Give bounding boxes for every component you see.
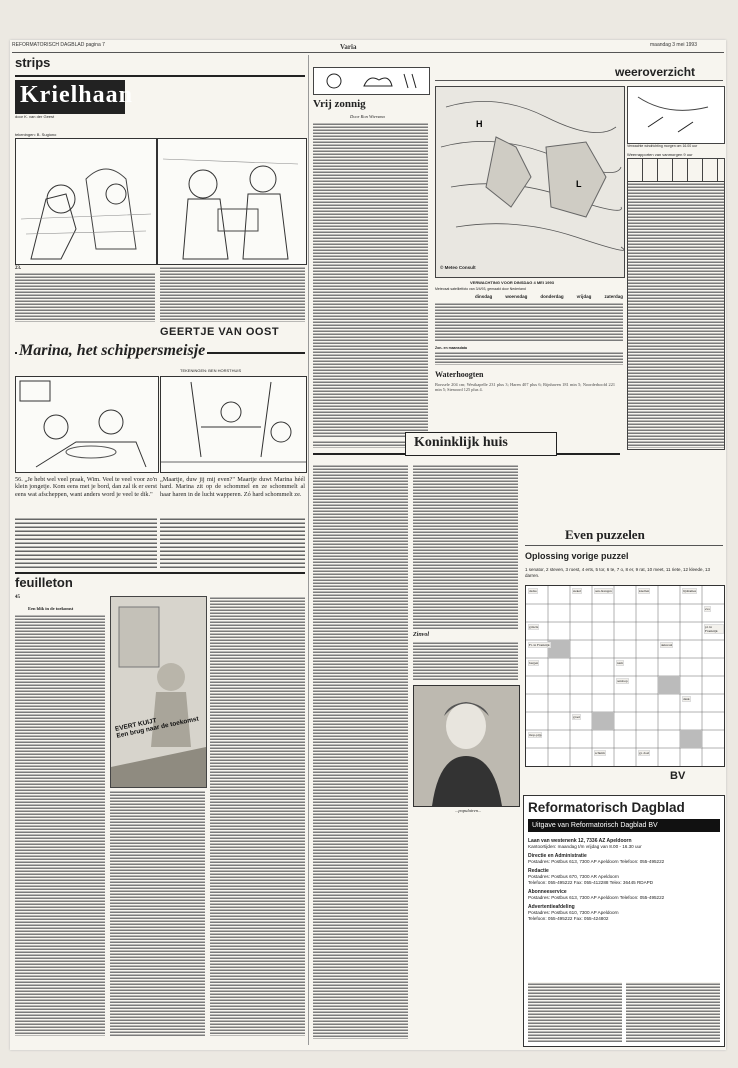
puzzel-answers: 1 senator, 2 steven, 3 roest, 4 erts, 5 tor, 6 te, 7 o, 8 er, 9 rat, 10 meet, 11 riete, 12 kleede, 13 darren. — [525, 567, 711, 578]
rd-section-heading: Laan van westenenk 12, 7336 AZ Apeldoorn — [528, 838, 632, 844]
rd-contact-line: Postadres: Postbus 613, 7300 AP Apeldoorn Telefoon: 055-495222 — [528, 859, 665, 865]
wind-inset — [627, 86, 725, 144]
feuilleton-col-3 — [210, 596, 305, 1036]
crossword-clue: stekel — [573, 589, 581, 593]
marina-banner — [15, 342, 305, 366]
crossword-corner-mark: BV — [670, 770, 686, 782]
marina-panel-1 — [15, 376, 159, 473]
crossword-clue: gr. doel — [639, 751, 650, 755]
puzzel-rule — [525, 545, 723, 546]
feuilleton-title: feuilleton — [15, 575, 73, 590]
rd-fineprint-right — [626, 982, 720, 1042]
koninklijk-subhead: Zinvol — [413, 632, 429, 638]
crossword-clue: pl. in Frankrijk — [704, 624, 724, 634]
weather-table-rows — [628, 182, 724, 448]
crossword-clue: nam — [617, 661, 623, 665]
forecast-day: donderdag — [540, 294, 564, 299]
weather-table — [627, 158, 725, 450]
water-text: Borssele 204 cm; Westkapelle 231 plus 3; Haren 407 plus 6; Rijnhaven 181 min 5; Noorderhoofd 221 min 5; Stenoord 125 plus 4. — [435, 382, 615, 393]
koninklijk-title: Koninklijk huis — [414, 435, 508, 450]
feuilleton-subhead: Een blik in de toekomst — [28, 606, 74, 611]
koninklijk-col-1 — [313, 464, 408, 1039]
rd-section-heading: Redactie — [528, 867, 549, 874]
header-right: maandag 3 mei 1993 — [650, 42, 697, 48]
strips-section-title: strips — [15, 55, 51, 70]
marina-text-right: „Maartje, duw jij mij even?" Maartje duwt Marina héél hard. Marina zit op de schommel en ze schommelt al haar haren in de lucht wapperen. Zó hard schommelt ze. — [160, 476, 305, 498]
weather-map-drawing — [436, 87, 624, 277]
crossword-clue: aanloop — [617, 679, 628, 683]
rd-section-heading: Advertentieafdeling — [528, 903, 575, 910]
newspaper-page — [10, 40, 726, 1050]
crossword-clue: mop-pijp — [529, 733, 542, 737]
geertje-title: GEERTJE VAN OOST — [160, 326, 280, 338]
puzzel-box-title: Oplossing vorige puzzel — [525, 551, 629, 561]
forecast-day: dinsdag — [475, 294, 493, 299]
column-divider-1 — [308, 55, 309, 1045]
vrij-byline: Door Ron Wiersma — [350, 114, 385, 119]
forecast-strip — [435, 294, 623, 342]
crossword-clue: schuim — [595, 751, 605, 755]
wind-inset-drawing — [628, 87, 724, 143]
crossword-clue: dedas — [529, 589, 537, 593]
forecast-days — [475, 294, 623, 299]
weather-map-copyright: © Meteo Consult — [440, 265, 476, 270]
wind-inset-caption: Verwachte windrichting morgen om 16.00 uur — [627, 144, 698, 148]
crossword-clue: knollen — [639, 589, 650, 593]
forecast-day: vrijdag — [576, 294, 592, 299]
comic-drawing-right — [158, 139, 306, 264]
crossword-clue: bergen — [529, 661, 539, 665]
crossword-clue: Fr. in Frankrijk — [529, 643, 550, 647]
rd-contact-lines — [524, 834, 724, 925]
krielhaan-number: 23. — [15, 266, 22, 271]
rd-info-box — [523, 795, 725, 1047]
feuilleton-book-art — [111, 597, 206, 787]
feuilleton-col-1 — [15, 614, 105, 1036]
comic-drawing-marina-2 — [161, 377, 306, 472]
queen-photo — [413, 685, 520, 807]
krielhaan-panel-2 — [157, 138, 307, 265]
rd-contact-line: Telefoon: 055-495222 Fax: 055-412288 Telex: 36445 RDAPD — [528, 880, 654, 886]
sun-moon-data — [435, 351, 623, 365]
sun-moon-label: Zon- en maansdata — [435, 346, 467, 350]
marina-text-left: 56. „Je hebt wel veel praak, Wim. Veel te veel voor zo'n klein jongetje. Kom eens met je bord, dan zal ik er eerst eens wat afscheppen, want anders word je veel te dik." — [15, 476, 157, 498]
krielhaan-byline: door K. van der Geest — [15, 114, 55, 119]
weather-icons-box — [313, 67, 430, 95]
rd-contact-line: Postadres: Postbus 610, 7300 AP Apeldoorn — [528, 910, 619, 916]
marina-credit: TEKENINGEN: BEN HORSTHUIS — [180, 368, 242, 373]
crossword-lines — [526, 586, 724, 766]
crossword-clue: aan-brengen — [595, 589, 612, 593]
feuilleton-image-caption: EVERT KUIJT Een brug naar de toekomst — [114, 715, 200, 740]
crossword-clue: akkwaal — [661, 643, 673, 647]
feuilleton-number: 45 — [15, 595, 20, 600]
krielhaan-title: Krielhaan — [20, 82, 134, 108]
vrij-title: Vrij zonnig — [313, 98, 366, 110]
puzzel-title: Even puzzelen — [565, 527, 645, 542]
marina-title: Marina, het schippersmeisje — [19, 342, 206, 359]
rd-contact-line: Telefoon: 055-495222 Fax: 055-424802 — [528, 916, 609, 922]
queen-photo-caption: ...populairen... — [455, 808, 482, 813]
forecast-map-caption: VERWACHTING VOOR DINSDAG 4 MEI 1993 — [470, 280, 554, 285]
forecast-day: woensdag — [505, 294, 528, 299]
header-left: REFORMATORISCH DAGBLAD pagina 7 — [12, 42, 105, 48]
crossword-clue: groei — [573, 715, 580, 719]
rd-contact-line: Kantoortijden: maandag t/m vrijdag van 8.00 - 16.30 uur — [528, 844, 642, 850]
water-title: Waterhoogten — [435, 370, 484, 379]
krielhaan-logo — [15, 80, 134, 114]
svg-text:H: H — [476, 119, 483, 129]
header-center: Varia — [340, 43, 357, 51]
krielhaan-text-right — [160, 266, 305, 322]
koninklijk-col-2-top — [413, 464, 518, 629]
rd-subtitle: Uitgave van Reformatorisch Dagblad BV — [528, 819, 720, 832]
marina-panel-2 — [160, 376, 307, 473]
crossword-clue: lijdzamee — [683, 589, 697, 593]
weer-rule — [435, 80, 723, 81]
weather-table-header — [628, 159, 724, 182]
rd-title: Reformatorisch Dagblad — [528, 800, 685, 815]
marina-text-left-more — [15, 516, 157, 568]
strips-rule — [15, 75, 305, 77]
forecast-values — [435, 302, 623, 342]
rd-contact-line: Postadres: Postbus 613, 7300 AP Apeldoorn Telefoon: 055-495222 — [528, 895, 665, 901]
svg-text:L: L — [576, 179, 582, 189]
satellite-caption: Meteosat satellietfoto van 3/4/93, gemaakt door Nederland — [435, 287, 526, 291]
weather-icons — [314, 68, 429, 94]
weather-table-caption: Weerrapporten van vanmorgen 9 uur — [627, 152, 693, 157]
crossword-clue: dank — [683, 697, 690, 701]
krielhaan-text-left — [15, 272, 155, 322]
rd-section-heading: Abonneeservice — [528, 888, 567, 895]
comic-drawing-marina-1 — [16, 377, 158, 472]
koninklijk-col-2-mid — [413, 641, 518, 681]
forecast-day: zaterdag — [604, 294, 623, 299]
crossword-clue: eva — [705, 607, 710, 611]
crossword-clue: grizzle — [529, 625, 539, 629]
rd-contact-line: Postadres: Postbus 670, 7300 AR Apeldoorn — [528, 874, 619, 880]
crossword-grid — [525, 585, 725, 767]
rd-section-heading: Directie en Administratie — [528, 852, 587, 859]
vrij-article — [313, 122, 428, 437]
marina-text-right-more — [160, 516, 305, 568]
krielhaan-panel-1 — [15, 138, 157, 265]
queen-photo-drawing — [414, 686, 519, 806]
feuilleton-col-2 — [110, 790, 205, 1036]
comic-drawing-left — [16, 139, 156, 264]
weer-title: weeroverzicht — [615, 65, 696, 79]
feuilleton-image — [110, 596, 207, 788]
rd-fineprint-left — [528, 982, 622, 1042]
koninklijk-banner — [405, 432, 557, 456]
header-rule — [12, 52, 724, 53]
krielhaan-illustrator: tekeningen: B. Sugiono — [15, 132, 57, 137]
feuilleton-rule — [15, 572, 305, 574]
weather-map — [435, 86, 625, 278]
